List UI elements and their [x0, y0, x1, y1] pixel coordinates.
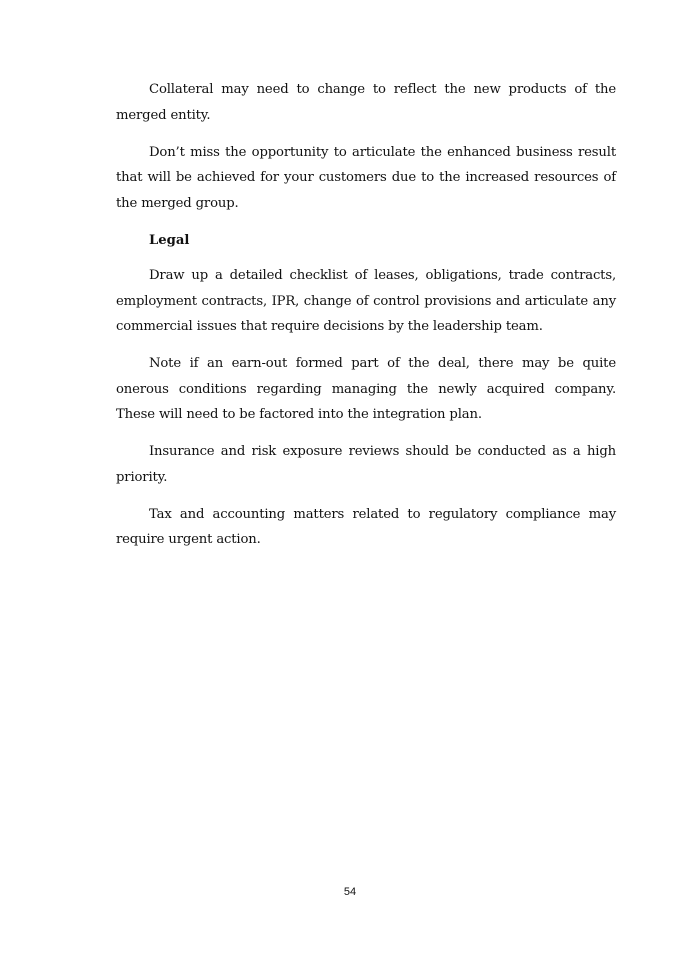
paragraph-insurance: Insurance and risk exposure reviews should be conducted as a high priority. — [116, 444, 616, 485]
section-heading-legal: Legal — [149, 232, 190, 248]
paragraph-earn-out: Note if an earn-out formed part of the deal, there may be quite onerous conditions regarding managing the newly acquired company. These will need to be factored into the integration plan. — [116, 356, 616, 422]
paragraph-collateral: Collateral may need to change to reflect the new products of the merged entity. — [116, 82, 616, 123]
paragraph-business-result: Don’t miss the opportunity to articulate the enhanced business result that will be achieved for your customers due to the increased resources of the merged group. — [116, 144, 616, 211]
page-number: 54 — [343, 886, 357, 898]
paragraph-tax: Tax and accounting matters related to regulatory compliance may require urgent action. — [116, 506, 616, 547]
page-body — [116, 77, 616, 564]
paragraph-checklist: Draw up a detailed checklist of leases, obligations, trade contracts, employment contracts, IPR, change of control provisions and articulate any commercial issues that require decisions by the leadership team. — [116, 268, 616, 334]
